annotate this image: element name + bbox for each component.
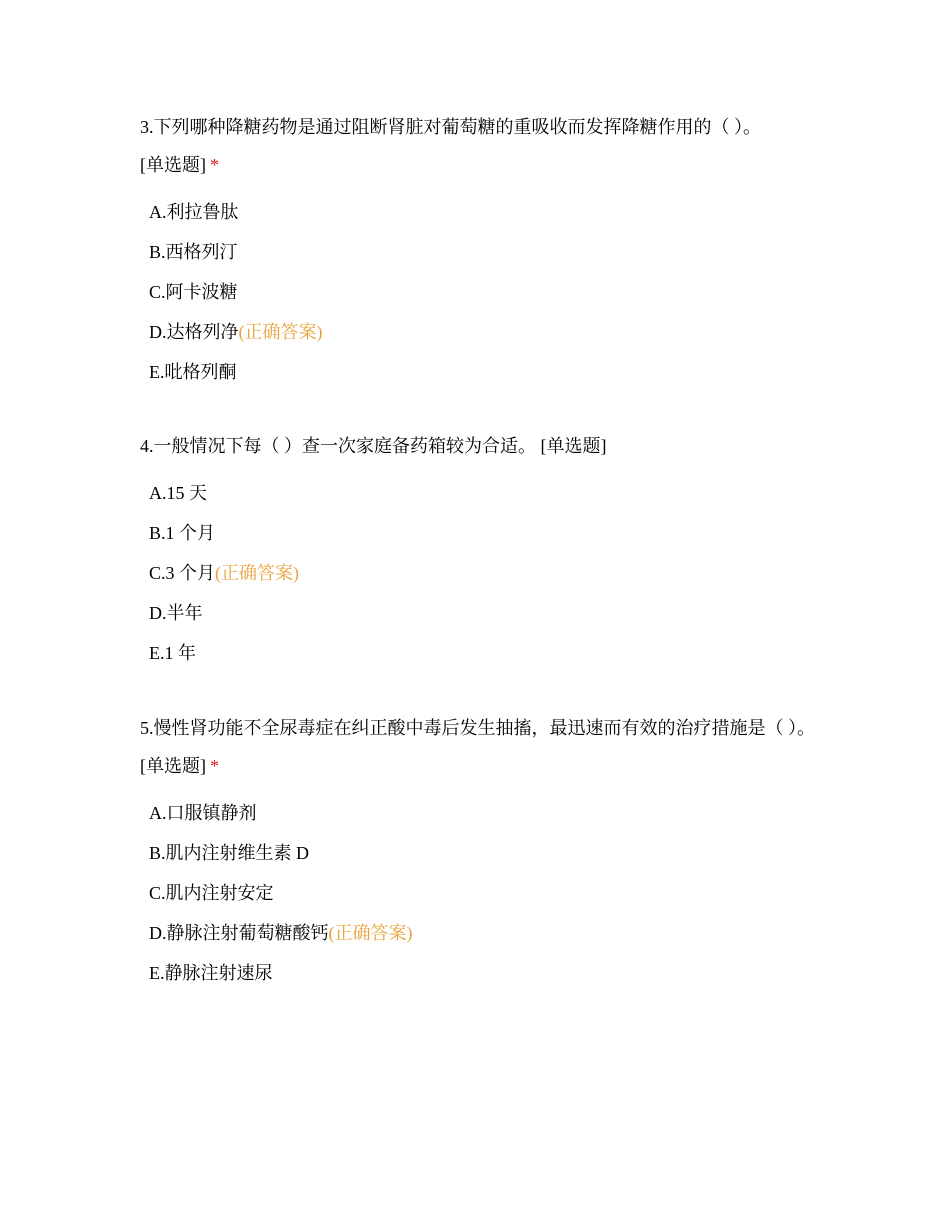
question-text: 4.一般情况下每（ ）查一次家庭备药箱较为合适。 xyxy=(140,436,536,456)
option-c xyxy=(149,553,820,593)
option-d xyxy=(149,913,820,953)
option-e xyxy=(149,953,820,993)
correct-answer-label: (正确答案) xyxy=(238,322,323,342)
option-b xyxy=(149,833,820,873)
question-5 xyxy=(140,709,820,993)
question-type: [单选题] xyxy=(540,436,607,456)
option-text: E.1 年 xyxy=(149,643,196,663)
option-c xyxy=(149,272,820,312)
option-text: A.利拉鲁肽 xyxy=(149,202,239,222)
option-list xyxy=(149,473,820,673)
option-a xyxy=(149,473,820,513)
option-text: C.肌内注射安定 xyxy=(149,883,274,903)
option-text: E.吡格列酮 xyxy=(149,362,237,382)
question-stem xyxy=(140,709,820,785)
option-d xyxy=(149,593,820,633)
option-text: C.阿卡波糖 xyxy=(149,282,238,302)
correct-answer-label: (正确答案) xyxy=(328,923,413,943)
option-text: A.口服镇静剂 xyxy=(149,803,257,823)
option-text: E.静脉注射速尿 xyxy=(149,963,273,983)
option-e xyxy=(149,633,820,673)
option-text: C.3 个月 xyxy=(149,563,216,583)
question-type: [单选题] xyxy=(140,155,206,175)
required-mark: * xyxy=(210,756,219,776)
option-c xyxy=(149,873,820,913)
option-text: D.静脉注射葡萄糖酸钙 xyxy=(149,923,329,943)
required-mark: * xyxy=(210,155,219,175)
question-text: 3.下列哪种降糖药物是通过阻断肾脏对葡萄糖的重吸收而发挥降糖作用的（ ）。 xyxy=(140,117,761,137)
option-text: B.1 个月 xyxy=(149,523,216,543)
option-list xyxy=(149,192,820,392)
option-b xyxy=(149,232,820,272)
correct-answer-label: (正确答案) xyxy=(215,563,300,583)
question-text: 5.慢性肾功能不全尿毒症在纠正酸中毒后发生抽搐，最迅速而有效的治疗措施是（ ）。 xyxy=(140,718,815,738)
question-3 xyxy=(140,108,820,392)
question-stem xyxy=(140,427,820,465)
option-list xyxy=(149,793,820,993)
option-a xyxy=(149,192,820,232)
option-d xyxy=(149,312,820,352)
option-b xyxy=(149,513,820,553)
option-text: D.半年 xyxy=(149,603,203,623)
option-text: A.15 天 xyxy=(149,483,207,503)
question-type: [单选题] xyxy=(140,756,206,776)
option-e xyxy=(149,352,820,392)
option-text: B.肌内注射维生素 D xyxy=(149,843,310,863)
question-4 xyxy=(140,427,820,673)
option-a xyxy=(149,793,820,833)
question-stem xyxy=(140,108,820,184)
option-text: D.达格列净 xyxy=(149,322,239,342)
option-text: B.西格列汀 xyxy=(149,242,238,262)
